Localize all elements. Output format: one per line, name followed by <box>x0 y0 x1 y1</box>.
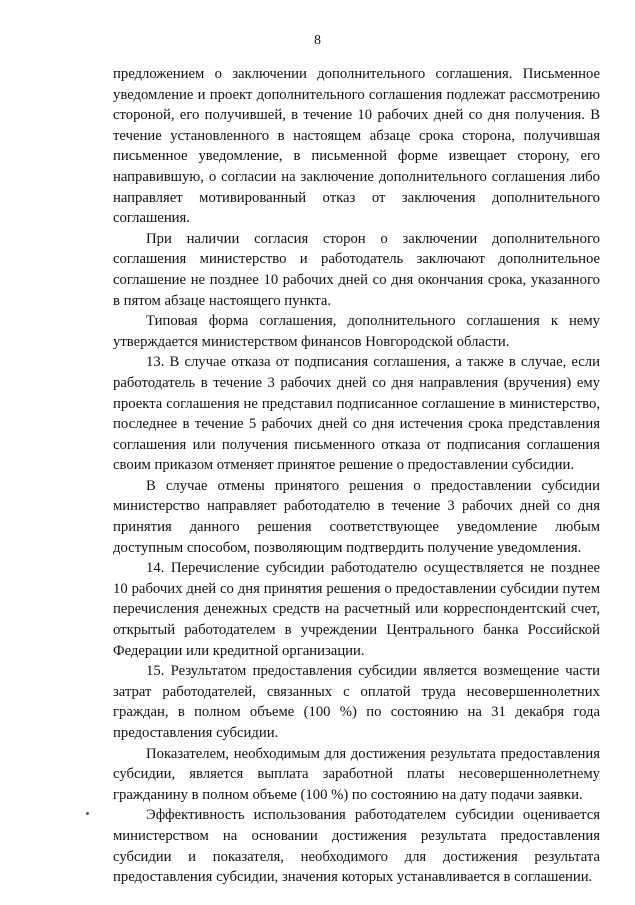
paragraph-efficiency: Эффективность использования работодателем субсидии оценивается министерством на основании достижения результата предоставления субсидии и показателя, необходимого для достижения результата предоставления субсидии, значения которых устанавливается в соглашении. <box>113 807 600 886</box>
paragraph-item-13: 13. В случае отказа от подписания соглашения, а также в случае, если работодатель в течение 3 рабочих дней со дня направления (вручения) ему проекта соглашения не представил подписанное соглашение в министерство, последнее в течение 5 рабочих дней со дня истечения срока представления соглашения или получения письменного отказа от подписания соглашения своим приказом отменяет принятое решение о предоставлении субсидии. <box>113 354 600 474</box>
paragraph-indicator: Показателем, необходимым для достижения результата предоставления субсидии, является выплата заработной платы несовершеннолетнему гражданину в полном объеме (100 %) по состоянию на дату подачи заявки. <box>113 745 600 803</box>
document-body <box>113 64 600 888</box>
page-number: 8 <box>314 33 321 48</box>
paragraph-standard-form: Типовая форма соглашения, дополнительного соглашения к нему утверждается министерством финансов Новгородской области. <box>113 313 600 350</box>
paragraph-cancellation-notice: В случае отмены принятого решения о предоставлении субсидии министерство направляет работодателю в течение 3 рабочих дней со дня принятия данного решения соответствующее уведомление любым доступным способом, позволяющим подтвердить получение уведомления. <box>113 477 600 556</box>
scan-speck <box>86 812 89 815</box>
paragraph-agreement-consent: При наличии согласия сторон о заключении дополнительного соглашения министерство и работодатель заключают дополнительное соглашение не позднее 10 рабочих дней со дня окончания срока, указанного в пятом абзаце настоящего пункта. <box>113 230 600 309</box>
paragraph-item-14: 14. Перечисление субсидии работодателю осуществляется не позднее 10 рабочих дней со дня принятия решения о предоставлении субсидии путем перечисления денежных средств на расчетный или корреспондентский счет, открытый работодателем в учреждении Центрального банка Российской Федерации или кредитной организации. <box>113 560 600 659</box>
paragraph-item-15: 15. Результатом предоставления субсидии является возмещение части затрат работодателей, связанных с оплатой труда несовершеннолетних граждан, в полном объеме (100 %) по состоянию на 31 декабря года предоставления субсидии. <box>113 663 600 741</box>
paragraph-continuation: предложением о заключении дополнительного соглашения. Письменное уведомление и проект дополнительного соглашения подлежат рассмотрению стороной, его получившей, в течение 10 рабочих дней со дня получения. В течение установленного в настоящем абзаце срока сторона, получившая письменное уведомление, в письменной форме извещает сторону, его направившую, о согласии на заключение дополнительного соглашения либо направляет мотивированный отказ от заключения дополнительного соглашения. <box>113 66 600 227</box>
